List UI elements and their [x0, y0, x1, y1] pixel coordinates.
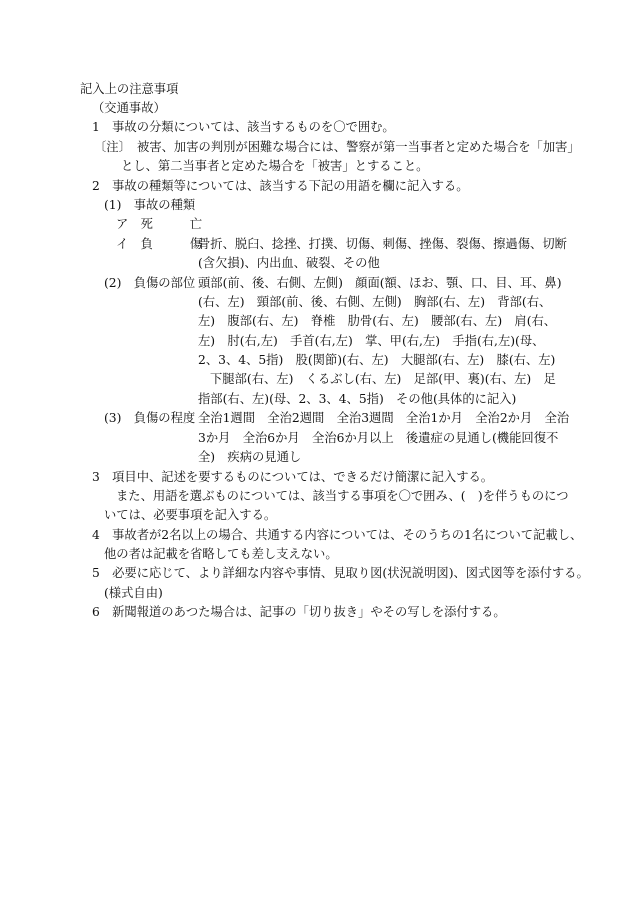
item-5-line-1: 5 必要に応じて、より詳細な内容や事情、見取り図(状況説明図)、図式図等を添付する。 [92, 566, 589, 580]
item-5-line-2: (様式自由) [104, 586, 163, 600]
item-3-line-3: いては、必要事項を記入する。 [104, 508, 277, 522]
item-2-sub-2-line-7: 指部(右、左)(母、2、3、4、5指) その他(具体的に記入) [198, 392, 517, 406]
item-2-sub-2-line-6: 下腿部(右、左) くるぶし(右、左) 足部(甲、裏)(右、左) 足 [210, 372, 556, 386]
item-4-line-2: 他の者は記載を省略しても差し支えない。 [104, 547, 338, 561]
document-subheading: （交通事故） [92, 101, 166, 115]
item-2-sub-3-line-2: 3か月 全治6か月 全治6か月以上 後遺症の見通し(機能回復不 [198, 431, 559, 445]
item-2-sub-2-line-1: 頭部(前、後、右側、左側) 顔面(額、ほお、顎、口、目、耳、鼻) [198, 276, 562, 290]
item-1-note-line-1: 〔注〕 被害、加害の判別が困難な場合には、警察が第一当事者と定めた場合を「加害」 [94, 140, 580, 154]
item-3-line-2: また、用語を選ぶものについては、該当する事項を〇で囲み、( )を伴うものにつ [116, 489, 569, 503]
item-2-sub-2-line-5: 2、3、4、5指) 股(関節)(右、左) 大腿部(右、左) 膝(右、左) [198, 353, 556, 367]
item-2-text: 2 事故の種類等については、該当する下記の用語を欄に記入する。 [92, 179, 469, 193]
item-2-sub-2-title: (2) 負傷の部位 [104, 276, 196, 290]
document-heading: 記入上の注意事項 [80, 82, 179, 96]
item-1-text: 1 事故の分類については、該当するものを〇で囲む。 [92, 120, 395, 134]
item-6-line-1: 6 新聞報道のあつた場合は、記事の「切り抜き」やその写しを添付する。 [92, 605, 506, 619]
item-2-sub-3-line-1: 全治1週間 全治2週間 全治3週間 全治1か月 全治2か月 全治 [198, 411, 570, 425]
item-2-sub-1-i-label: イ 負 傷 [116, 237, 203, 251]
item-3-line-1: 3 項目中、記述を要するものについては、できるだけ簡潔に記入する。 [92, 470, 494, 484]
item-2-sub-2-line-2: (右、左) 頸部(前、後、右側、左側) 胸部(右、左) 背部(右、 [198, 295, 552, 309]
item-2-sub-3-line-3: 全) 疾病の見通し [198, 450, 302, 464]
item-2-sub-1-i-text-line-2: (含欠損)、内出血、破裂、その他 [198, 256, 380, 270]
item-2-sub-2-line-4: 左) 肘(右,左) 手首(右,左) 掌、甲(右,左) 手指(右,左)(母、 [198, 334, 545, 348]
item-2-sub-2-line-3: 左) 腹部(右、左) 脊椎 肋骨(右、左) 腰部(右、左) 肩(右、 [198, 314, 557, 328]
item-4-line-1: 4 事故者が2名以上の場合、共通する内容については、そのうちの1名について記載し、 [92, 528, 583, 542]
item-2-sub-1-i-text-line-1: 骨折、脱臼、捻挫、打撲、切傷、刺傷、挫傷、裂傷、擦過傷、切断 [198, 237, 567, 251]
item-2-sub-1-a-label: ア 死 亡 [116, 217, 203, 231]
item-2-sub-3-title: (3) 負傷の程度 [104, 411, 196, 425]
item-2-sub-1-title: (1) 事故の種類 [104, 198, 196, 212]
item-1-note-line-2: とし、第二当事者と定めた場合を「被害」とすること。 [121, 159, 429, 173]
